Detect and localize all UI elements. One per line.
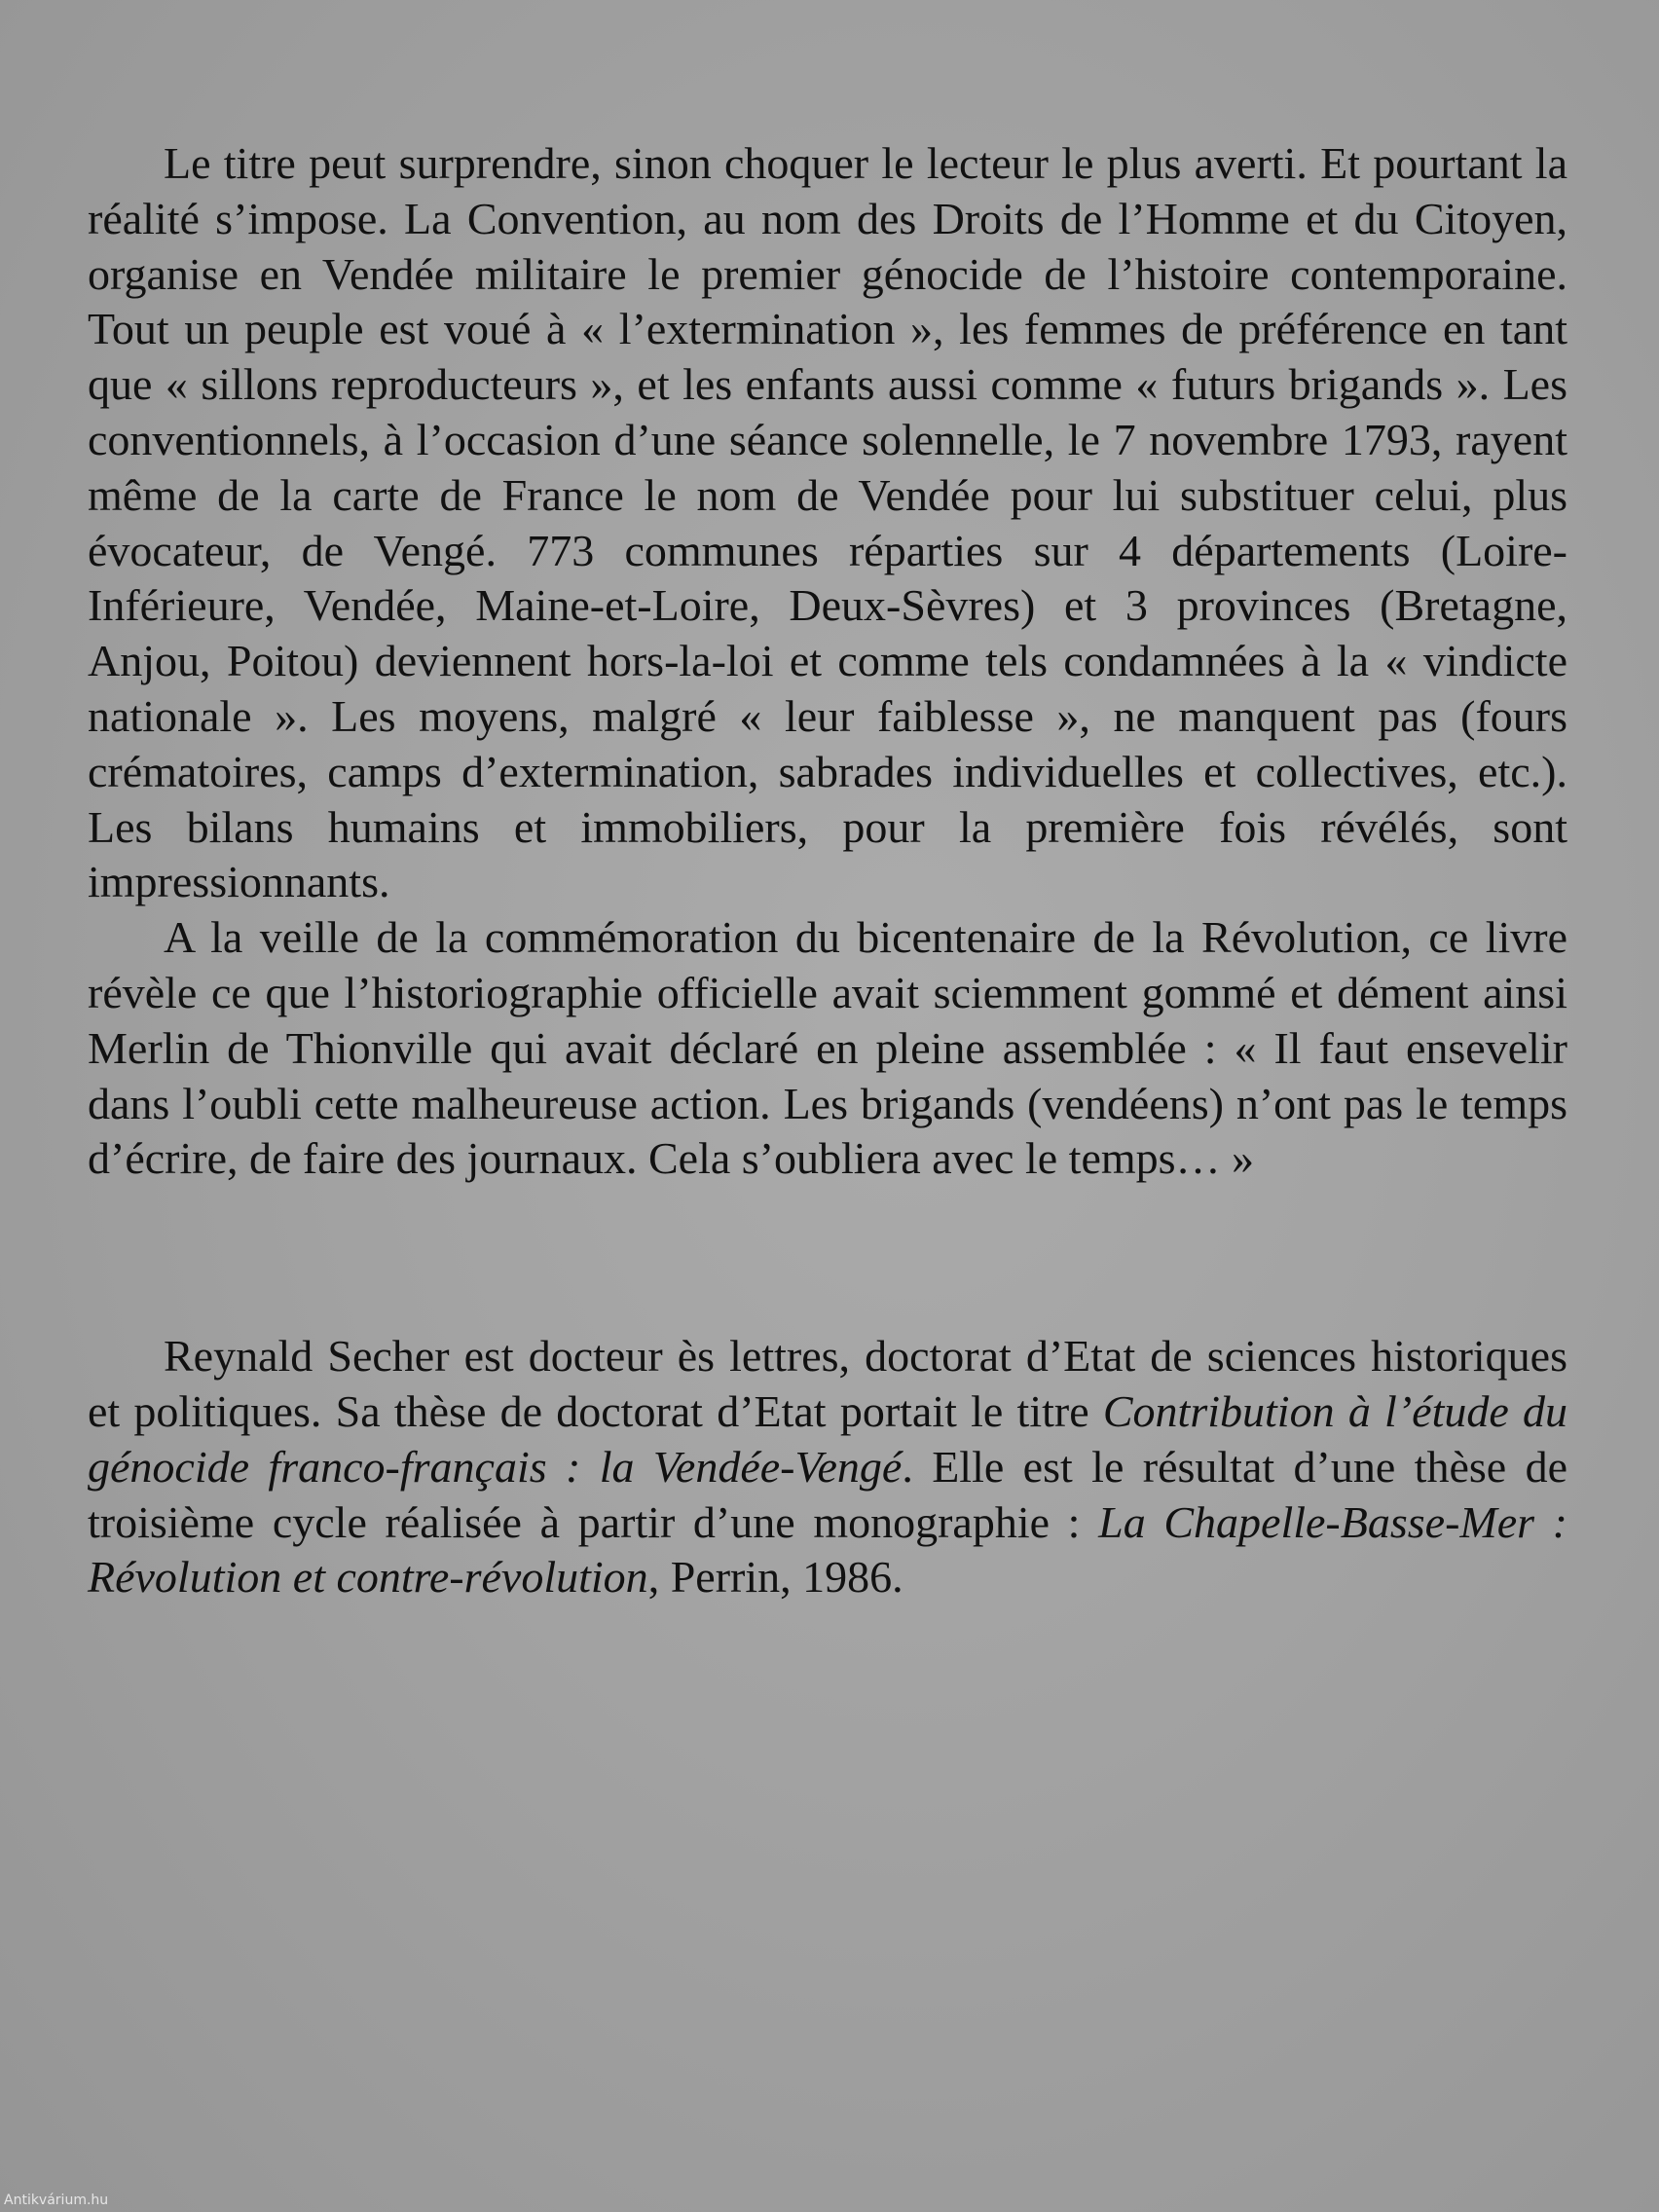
thesis-title: Contribution à l’étude du génocide franco-français : la Vendée-Vengé: [88, 1385, 1567, 1492]
monograph-title: La Chapelle-Basse-Mer : Révolution et contre-révolution: [88, 1496, 1567, 1603]
bio-middle: . Elle est le résultat d’une thèse de troisième cycle réalisée à partir d’une monographie :: [88, 1441, 1568, 1547]
back-cover-text: [88, 136, 1567, 1605]
summary-paragraph-2: A la veille de la commémoration du bicentenaire de la Révolution, ce livre révèle ce que l’historiographie officielle avait sciemment gommé et dément ainsi Merlin de Thionville qui avait déclaré en pleine assemblée : « Il faut ensevelir dans l’oubli cette malheureuse action. Les brigands (vendéens) n’ont pas le temps d’écrire, de faire des journaux. Cela s’oubliera avec le temps… »: [88, 912, 1567, 1184]
author-bio-paragraph: [88, 1329, 1567, 1605]
bio-intro: Reynald Secher est docteur ès lettres, doctorat d’Etat de sciences historiques et politiques. Sa thèse de doctorat d’Etat portait le titre: [88, 1331, 1567, 1436]
bio-end: , Perrin, 1986.: [647, 1552, 903, 1603]
summary-paragraph-1: Le titre peut surprendre, sinon choquer le lecteur le plus averti. Et pourtant la réalité s’impose. La Convention, au nom des Droits de l’Homme et du Citoyen, organise en Vendée militaire le premier génocide de l’histoire contemporaine. Tout un peuple est voué à « l’extermination », les femmes de préférence en tant que « sillons reproducteurs », et les enfants aussi comme « futurs brigands ». Les conventionnels, à l’occasion d’une séance solennelle, le 7 novembre 1793, rayent même de la carte de France le nom de Vendée pour lui substituer celui, plus évocateur, de Vengé. 773 communes réparties sur 4 départements (Loire-Inférieure, Vendée, Maine-et-Loire, Deux-Sèvres) et 3 provinces (Bretagne, Anjou, Poitou) deviennent hors-la-loi et comme tels condamnées à la « vindicte nationale ». Les moyens, malgré « leur faiblesse », ne manquent pas (fours crématoires, camps d’extermination, sabrades individuelles et collectives, etc.). Les bilans humains et immobiliers, pour la première fois révélés, sont impressionnants.: [88, 138, 1567, 907]
watermark: Antikvárium.hu: [4, 2193, 109, 2208]
